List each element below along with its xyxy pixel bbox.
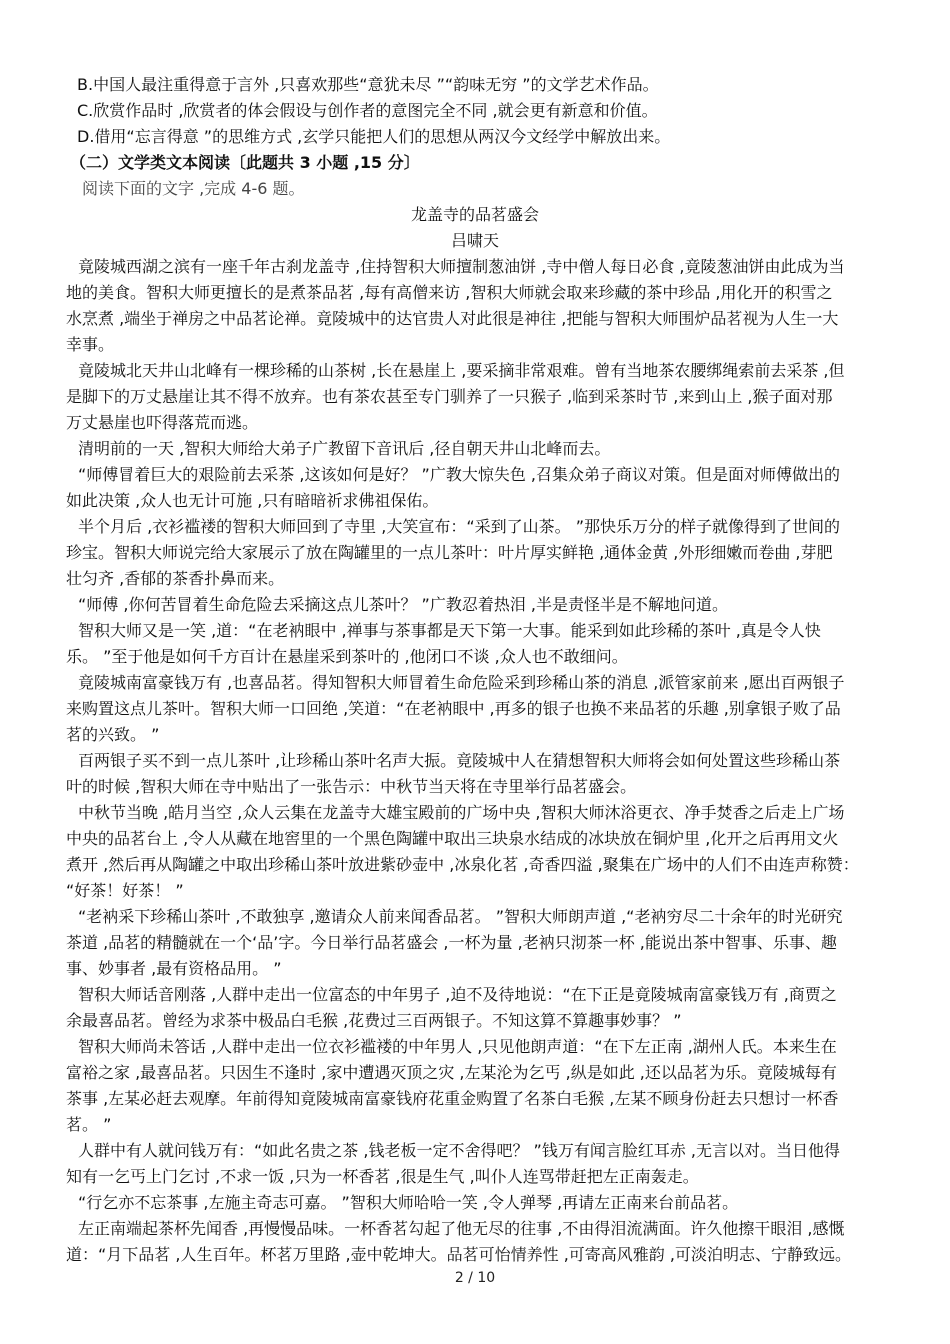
article-author: 吕啸天 xyxy=(450,231,499,250)
article-line: 清明前的一天 ,智积大师给大弟子广教留下音讯后 ,径自朝天井山北峰而去。 xyxy=(78,439,611,458)
article-line: 水烹煮 ,端坐于禅房之中品茗论禅。竟陵城中的达官贵人对此很是神往 ,把能与智积大师围炉品茗视为人生一大 xyxy=(66,309,839,328)
article-line: 茶道 ,品茗的精髓就在一个‘品’字。今日举行品茗盛会 ,一杯为量 ,老衲只沏茶一杯 ,能说出茶中智事、乐事、趣 xyxy=(66,933,837,952)
article-line: 中央的品茗台上 ,令人从藏在地窖里的一个黑色陶罐中取出三块泉水结成的冰块放在铜炉里 ,化开之后再用文火 xyxy=(66,829,839,848)
article-line: 余最喜品茗。曾经为求茶中极品白毛猴 ,花费过三百两银子。不知这算不算趣事妙事？ ” xyxy=(66,1011,682,1030)
article-line: 如此决策 ,众人也无计可施 ,只有暗暗祈求佛祖保佑。 xyxy=(66,491,439,510)
article-line: 智积大师尚未答话 ,人群中走出一位衣衫褴褛的中年男人 ,只见他朗声道：“在下左正南 ,湖州人氏。本来生在 xyxy=(78,1037,837,1056)
article-line: 百两银子买不到一点儿茶叶 ,让珍稀山茶叶名声大振。竟陵城中人在猜想智积大师将会如何处置这些珍稀山茶 xyxy=(78,751,841,770)
article-line: 道：“月下品茗 ,人生百年。杯茗万里路 ,壶中乾坤大。品茗可怡情养性 ,可寄高风雅韵 ,可淡泊明志、宁静致远。 xyxy=(66,1245,851,1264)
article-line: 事、妙事者 ,最有资格品用。 ” xyxy=(66,959,282,978)
option-b: B.中国人最注重得意于言外 ,只喜欢那些“意犹未尽 ”“韵味无穷 ”的文学艺术作品。 xyxy=(77,75,659,94)
article-line: 中秋节当晚 ,皓月当空 ,众人云集在龙盖寺大雄宝殿前的广场中央 ,智积大师沐浴更衣、净手焚香之后走上广场 xyxy=(78,803,845,822)
article-line: 万丈悬崖也吓得落荒而逃。 xyxy=(66,413,259,432)
option-d: D.借用“忘言得意 ”的思维方式 ,玄学只能把人们的思想从两汉今文经学中解放出来。 xyxy=(77,127,671,146)
instruction: 阅读下面的文字 ,完成 4-6 题。 xyxy=(82,179,305,198)
article-line: 乐。 ”至于他是如何千方百计在悬崖采到茶叶的 ,他闭口不谈 ,众人也不敢细问。 xyxy=(66,647,628,666)
article-line: 是脚下的万丈悬崖让其不得不放弃。也有茶农甚至专门驯养了一只猴子 ,临到采茶时节 ,来到山上 ,猴子面对那 xyxy=(66,387,833,406)
article-line: 左正南端起茶杯先闻香 ,再慢慢品味。一杯香茗勾起了他无尽的往事 ,不由得泪流满面。许久他擦干眼泪 ,感慨 xyxy=(78,1219,845,1238)
article-line: 茶事 ,左某必赶去观摩。年前得知竟陵城南富豪钱府花重金购置了名茶白毛猴 ,左某不顾身份赶去只想讨一杯香 xyxy=(66,1089,839,1108)
article-line: “师傅 ,你何苦冒着生命危险去采摘这点儿茶叶？ ”广教忍着热泪 ,半是责怪半是不解地问道。 xyxy=(78,595,729,614)
article-line: “行乞亦不忘茶事 ,左施主奇志可嘉。 ”智积大师哈哈一笑 ,令人弹琴 ,再请左正南来台前品茗。 xyxy=(78,1193,739,1212)
section-heading: （二）文学类文本阅读〔此题共 3 小题 ,15 分〕 xyxy=(70,153,420,172)
article-line: “好茶！好茶！ ” xyxy=(66,881,184,900)
article-line: “师傅冒着巨大的艰险前去采茶 ,这该如何是好？ ”广教大惊失色 ,召集众弟子商议对策。但是面对师傅做出的 xyxy=(78,465,841,484)
article-line: 竟陵城北天井山北峰有一棵珍稀的山茶树 ,长在悬崖上 ,要采摘非常艰难。曾有当地茶农腰绑绳索前去采茶 ,但 xyxy=(78,361,845,380)
article-line: 智积大师话音刚落 ,人群中走出一位富态的中年男子 ,迫不及待地说：“在下正是竟陵城南富豪钱万有 ,商贾之 xyxy=(78,985,837,1004)
article-line: 珍宝。智积大师说完给大家展示了放在陶罐里的一点儿茶叶：叶片厚实鲜艳 ,通体金黄 ,外形细嫩而卷曲 ,芽肥 xyxy=(66,543,833,562)
page-number: 2 / 10 xyxy=(454,1270,496,1286)
article-line: 来购置这点儿茶叶。智积大师一口回绝 ,笑道：“在老衲眼中 ,再多的银子也换不来品茗的乐趣 ,别拿银子败了品 xyxy=(66,699,841,718)
article-line: 半个月后 ,衣衫褴褛的智积大师回到了寺里 ,大笑宣布：“采到了山茶。 ”那快乐万分的样子就像得到了世间的 xyxy=(78,517,841,536)
article-line: 茗。 ” xyxy=(66,1115,112,1134)
article-line: 知有一乞丐上门乞讨 ,不求一饭 ,只为一杯香茗 ,很是生气 ,叫仆人连骂带赶把左正南轰走。 xyxy=(66,1167,699,1186)
article-line: 叶的时候 ,智积大师在寺中贴出了一张告示：中秋节当天将在寺里举行品茗盛会。 xyxy=(66,777,637,796)
article-line: 地的美食。智积大师更擅长的是煮茶品茗 ,每有高僧来访 ,智积大师就会取来珍藏的茶中珍品 ,用化开的积雪之 xyxy=(66,283,833,302)
article-line: 富裕之家 ,最喜品茗。只因生不逢时 ,家中遭遇灭顶之灾 ,左某沦为乞丐 ,纵是如此 ,还以品茗为乐。竟陵城每有 xyxy=(66,1063,837,1082)
article-line: 竟陵城南富豪钱万有 ,也喜品茗。得知智积大师冒着生命危险采到珍稀山茶的消息 ,派管家前来 ,愿出百两银子 xyxy=(78,673,845,692)
article-line: 茗的兴致。 ” xyxy=(66,725,160,744)
article-line: “老衲采下珍稀山茶叶 ,不敢独享 ,邀请众人前来闻香品茗。 ”智积大师朗声道 ,“老衲穷尽二十余年的时光研究 xyxy=(78,907,843,926)
article-line: 幸事。 xyxy=(66,335,115,354)
option-c: C.欣赏作品时 ,欣赏者的体会假设与创作者的意图完全不同 ,就会更有新意和价值。 xyxy=(77,101,658,120)
article-line: 人群中有人就问钱万有：“如此名贵之茶 ,钱老板一定不舍得吧？ ”钱万有闻言脸红耳赤 ,无言以对。当日他得 xyxy=(78,1141,841,1160)
article-line: 智积大师又是一笑 ,道：“在老衲眼中 ,禅事与茶事都是天下第一大事。能采到如此珍稀的茶叶 ,真是令人快 xyxy=(78,621,821,640)
article-title: 龙盖寺的品茗盛会 xyxy=(410,205,539,224)
article-line: 壮匀齐 ,香郁的茶香扑鼻而来。 xyxy=(66,569,285,588)
article-line: 竟陵城西湖之滨有一座千年古刹龙盖寺 ,住持智积大师擅制葱油饼 ,寺中僧人每日必食 ,竟陵葱油饼由此成为当 xyxy=(78,257,845,276)
article-line: 煮开 ,然后再从陶罐之中取出珍稀山茶叶放进紫砂壶中 ,冰泉化茗 ,奇香四溢 ,聚集在广场中的人们不由连声称赞： xyxy=(66,855,859,874)
